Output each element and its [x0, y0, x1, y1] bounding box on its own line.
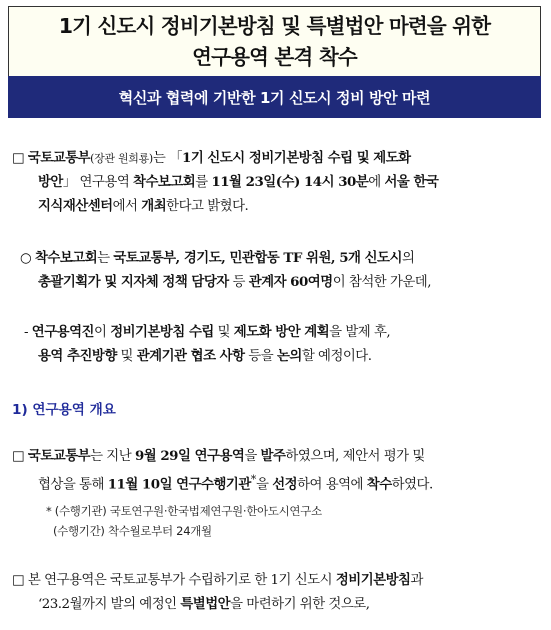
text-bold: 1기 신도시 정비기본방침 수립 및 제도화 [182, 150, 411, 166]
footnote-marker: * [250, 473, 256, 486]
subtitle-bar [8, 76, 541, 118]
text: 할 예정이다. [301, 349, 372, 364]
text: 이 [93, 325, 111, 340]
footnote-line-2: (수행기간) 착수월로부터 24개월 [53, 524, 212, 538]
text: 을 [255, 477, 273, 493]
text-bold: 논의 [276, 348, 302, 364]
text: 」 연구용역 [62, 175, 134, 190]
text: 의 [401, 251, 415, 266]
text-bold: 발주 [260, 448, 286, 464]
text: 을 [244, 449, 261, 464]
para3-line1 [24, 320, 390, 345]
text: 이 참석한 가운데, [332, 275, 432, 290]
title-line-2: 연구용역 본격 착수 [192, 45, 357, 69]
para3-line2 [38, 344, 372, 369]
text: 협상을 통해 [38, 477, 108, 493]
text: 등 [228, 275, 249, 290]
text-bold: 서울 한국 [384, 174, 439, 190]
dash-bullet-icon: - [24, 325, 29, 340]
text-bold: 국토교통부 [27, 150, 91, 166]
square-bullet-icon: □ [12, 573, 25, 588]
text-bold: 11월 23일(수) 14시 30분 [211, 174, 369, 190]
text-bold: 착수보고회 [133, 174, 196, 190]
text: 는 [97, 251, 114, 266]
text-bold: 정비기본방침 수립 [110, 324, 214, 340]
text: 를 [195, 175, 212, 190]
text-bold: 국토교통부, 경기도, 민관합동 TF 위원, 5개 신도시 [113, 250, 402, 266]
text: ‘23.2월까지 발의 예정인 [38, 597, 181, 612]
text-bold: 착수 [366, 476, 392, 493]
para2-line1 [20, 246, 414, 271]
text: 는 지난 [90, 449, 135, 464]
text-bold: 선정 [272, 476, 298, 493]
text-bold: 개최 [141, 198, 167, 214]
text-bold: 제도화 방안 계획 [233, 324, 330, 340]
text-bold: 관계기관 협조 사항 [136, 348, 245, 364]
square-bullet-icon: □ [12, 151, 25, 166]
title-line-1: 1기 신도시 정비기본방침 및 특별법안 마련을 위한 [58, 14, 491, 38]
para5-line2 [38, 592, 369, 617]
text: 및 [116, 349, 137, 364]
para5-line1 [12, 568, 423, 593]
subtitle-text: 혁신과 협력에 기반한 1기 신도시 정비 방안 마련 [118, 88, 431, 107]
text: 등을 [244, 349, 277, 364]
text: 한다고 밝혔다. [166, 199, 249, 214]
title-box [8, 6, 541, 76]
text: 하여 용역에 [297, 477, 367, 493]
square-bullet-icon: □ [12, 449, 25, 464]
text-bold: 지식재산센터 [38, 198, 113, 214]
text-bold: 용역 추진방향 [38, 348, 117, 364]
text: 하였다. [391, 477, 433, 493]
text: 과 [410, 573, 423, 588]
text-bold: 정비기본방침 [335, 572, 411, 588]
text-bold: 방안 [38, 174, 63, 190]
footnote-line-1: * (수행기관) 국토연구원·한국법제연구원·한아도시연구소 [46, 504, 322, 518]
text-bold: 착수보고회 [34, 250, 98, 266]
text-bold: 국토교통부 [27, 448, 91, 464]
text: 에서 [112, 199, 142, 214]
text-bold: 9월 29일 연구용역 [134, 448, 245, 464]
para4-line1 [12, 444, 425, 469]
text-bold: 관계자 60여명 [248, 274, 333, 290]
text: 을 마련하기 위한 것으로, [230, 597, 370, 612]
text: 하였으며, 제안서 평가 및 [285, 449, 425, 464]
text: 및 [213, 325, 234, 340]
text: 을 발제 후, [329, 325, 391, 340]
para2-line2 [38, 270, 431, 295]
text: 에 [368, 175, 385, 190]
para4-line2 [38, 468, 433, 497]
text-bold: 11월 10일 연구수행기관 [107, 476, 251, 493]
para1-line3 [38, 194, 248, 219]
circle-bullet-icon: ○ [20, 251, 32, 266]
text-bold: 특별법안 [180, 596, 231, 612]
para1-line2 [38, 170, 438, 195]
text-bold: 총괄기획가 및 지자체 정책 담당자 [38, 274, 229, 290]
para1-line1 [12, 146, 411, 171]
section-heading: 1) 연구용역 개요 [12, 402, 116, 418]
text: 는 「 [152, 151, 183, 166]
text: 본 연구용역은 국토교통부가 수립하기로 한 1기 신도시 [27, 573, 336, 588]
text-small: (장관 원희룡) [90, 152, 153, 165]
text-bold: 연구용역진 [31, 324, 94, 340]
